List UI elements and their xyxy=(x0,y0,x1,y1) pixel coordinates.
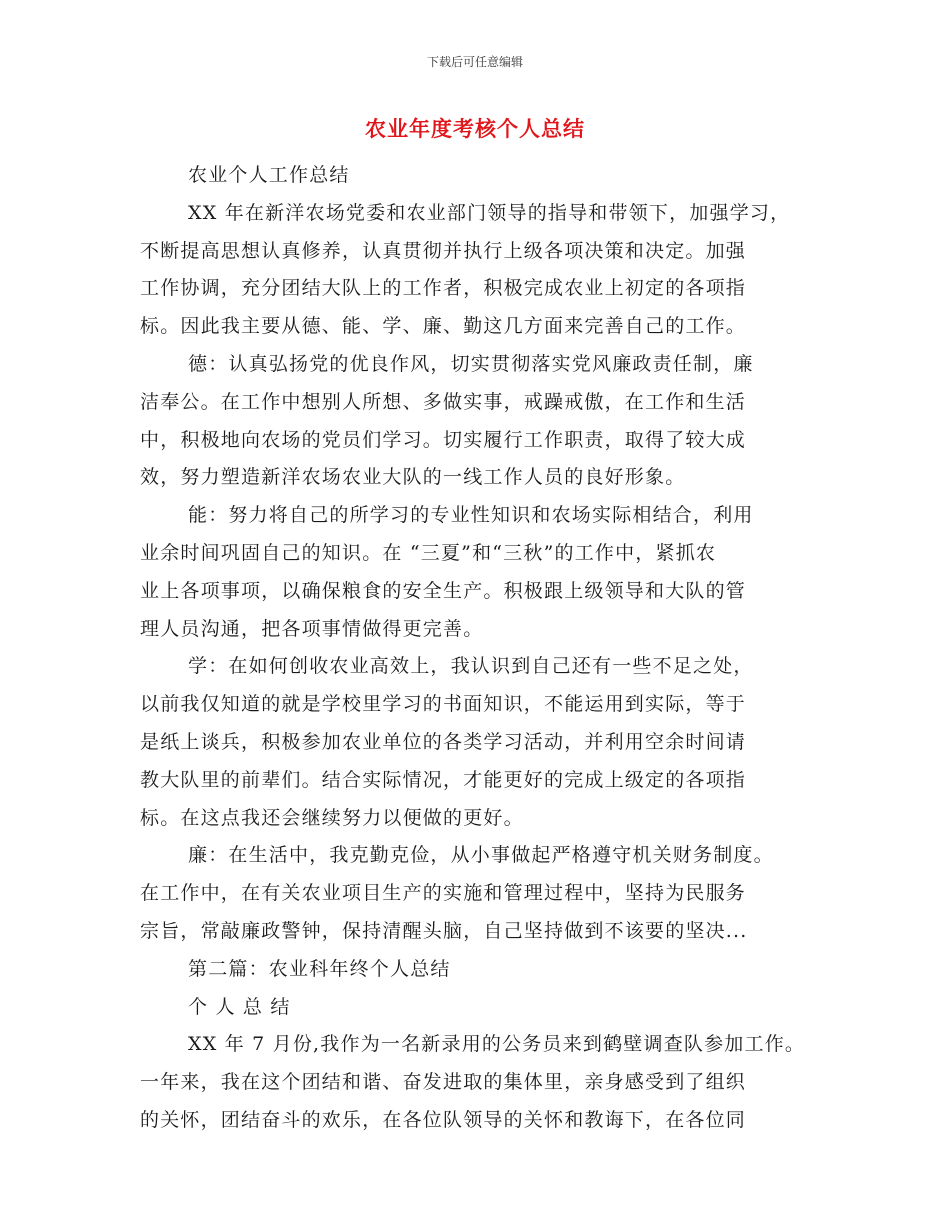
text-line: 不断提高思想认真修养，认真贯彻并执行上级各项决策和决定。加强 xyxy=(140,239,747,262)
text-line: XX 年 7 月份,我作为一名新录用的公务员来到鹤壁调查队参加工作。 xyxy=(188,1033,806,1056)
text-line: 的关怀，团结奋斗的欢乐，在各位队领导的关怀和教诲下，在各位同 xyxy=(140,1108,747,1131)
text-line: 一年来，我在这个团结和谐、奋发进取的集体里，亲身感受到了组织 xyxy=(140,1071,747,1094)
text-line: 廉：在生活中，我克勤克俭，从小事做起严格遵守机关财务制度。 xyxy=(188,844,774,867)
text-line: 效，努力塑造新洋农场农业大队的一线工作人员的良好形象。 xyxy=(140,466,686,489)
text-line: 个 人 总 结 xyxy=(188,995,291,1018)
document-title: 农业年度考核个人总结 xyxy=(365,117,585,141)
text-line: 是纸上谈兵，积极参加农业单位的各类学习活动，并利用空余时间请 xyxy=(140,730,747,753)
text-line: 洁奉公。在工作中想别人所想、多做实事，戒躁戒傲，在工作和生活 xyxy=(140,390,747,413)
text-line: 中，积极地向农场的党员们学习。切实履行工作职责，取得了较大成 xyxy=(140,428,747,451)
text-line: 在工作中，在有关农业项目生产的实施和管理过程中，坚持为民服务 xyxy=(140,882,747,905)
text-line: 业余时间巩固自己的知识。在 “三夏”和“三秋”的工作中，紧抓农 xyxy=(140,541,717,564)
document-body xyxy=(140,157,840,1140)
text-line: 标。因此我主要从德、能、学、廉、勤这几方面来完善自己的工作。 xyxy=(140,315,747,338)
text-line: 以前我仅知道的就是学校里学习的书面知识，不能运用到实际，等于 xyxy=(140,693,747,716)
text-line: 理人员沟通，把各项事情做得更完善。 xyxy=(140,617,484,640)
text-line: 工作协调，充分团结大队上的工作者，积极完成农业上初定的各项指 xyxy=(140,277,747,300)
text-line: 教大队里的前辈们。结合实际情况，才能更好的完成上级定的各项指 xyxy=(140,768,747,791)
page-header: 下载后可任意编辑 xyxy=(426,55,523,69)
text-line: 学：在如何创收农业高效上，我认识到自己还有一些不足之处， xyxy=(188,655,754,678)
text-line: 第二篇：农业科年终个人总结 xyxy=(188,957,451,980)
text-line: 标。在这点我还会继续努力以便做的更好。 xyxy=(140,806,524,829)
text-line: 业上各项事项，以确保粮食的安全生产。积极跟上级领导和大队的管 xyxy=(140,579,747,602)
text-line: 宗旨，常敲廉政警钟，保持清醒头脑，自己坚持做到不该要的坚决... xyxy=(140,919,748,942)
text-line: 农业个人工作总结 xyxy=(188,164,350,186)
text-line: 德：认真弘扬党的优良作风，切实贯彻落实党风廉政责任制，廉 xyxy=(188,352,754,375)
text-line: XX 年在新洋农场党委和农业部门领导的指导和带领下，加强学习， xyxy=(188,201,791,224)
text-line: 能：努力将自己的所学习的专业性知识和农场实际相结合，利用 xyxy=(188,504,754,527)
